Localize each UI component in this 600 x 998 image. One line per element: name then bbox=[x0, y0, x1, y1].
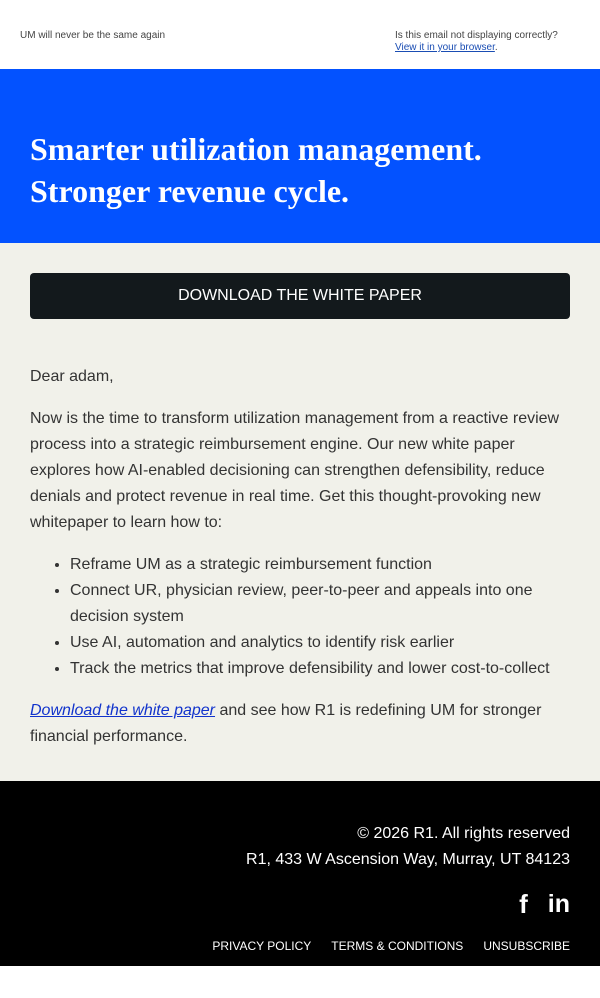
view-in-browser-period: . bbox=[494, 42, 498, 53]
footer-links bbox=[30, 939, 570, 953]
terms-conditions-link[interactable]: TERMS & CONDITIONS bbox=[331, 939, 464, 953]
download-white-paper-link[interactable]: Download the white paper bbox=[30, 702, 216, 719]
display-issue-text: Is this email not displaying correctly? bbox=[395, 30, 558, 41]
list-item: • Use AI, automation and analytics to identify risk earlier bbox=[70, 630, 570, 656]
privacy-policy-link[interactable]: PRIVACY POLICY bbox=[212, 939, 312, 953]
preheader bbox=[0, 0, 600, 69]
greeting: Dear adam, bbox=[30, 368, 114, 385]
social-links bbox=[30, 889, 570, 919]
closing-paragraph bbox=[30, 698, 570, 750]
linkedin-icon[interactable]: in bbox=[547, 890, 570, 918]
unsubscribe-link[interactable]: UNSUBSCRIBE bbox=[483, 939, 570, 953]
hero-title-line-2: Stronger revenue cycle. bbox=[30, 173, 350, 209]
copyright-text: © 2026 R1. All rights reserved bbox=[357, 825, 570, 842]
preheader-tagline: UM will never be the same again bbox=[20, 30, 166, 41]
hero-banner bbox=[0, 69, 600, 243]
view-in-browser-link[interactable]: View it in your browser bbox=[395, 42, 495, 53]
address-text: R1, 433 W Ascension Way, Murray, UT 84123 bbox=[246, 851, 570, 868]
footer bbox=[0, 781, 600, 966]
closing-text: and see how R1 is redefining UM for stronger financial performance. bbox=[30, 702, 542, 745]
preheader-display-notice bbox=[395, 30, 558, 54]
download-white-paper-button[interactable]: DOWNLOAD THE WHITE PAPER bbox=[30, 273, 570, 319]
email-content bbox=[0, 243, 600, 781]
list-item: • Reframe UM as a strategic reimbursement function bbox=[70, 552, 570, 578]
list-item: • Track the metrics that improve defensibility and lower cost-to-collect bbox=[70, 656, 570, 682]
facebook-icon[interactable]: f bbox=[519, 889, 528, 919]
benefits-list bbox=[30, 552, 570, 682]
intro-paragraph: Now is the time to transform utilization management from a reactive review process into a strategic reimbursement engine. Our new white paper explores how AI-enabled decisioning can strengthen defensibility, reduce denials and protect revenue in real time. Get this thought-provoking new whitepaper to learn how to: bbox=[30, 410, 560, 531]
hero-title-line-1: Smarter utilization management. bbox=[30, 131, 482, 167]
view-in-browser-line bbox=[395, 42, 558, 54]
list-item: • Connect UR, physician review, peer-to-peer and appeals into one decision system bbox=[70, 578, 570, 630]
